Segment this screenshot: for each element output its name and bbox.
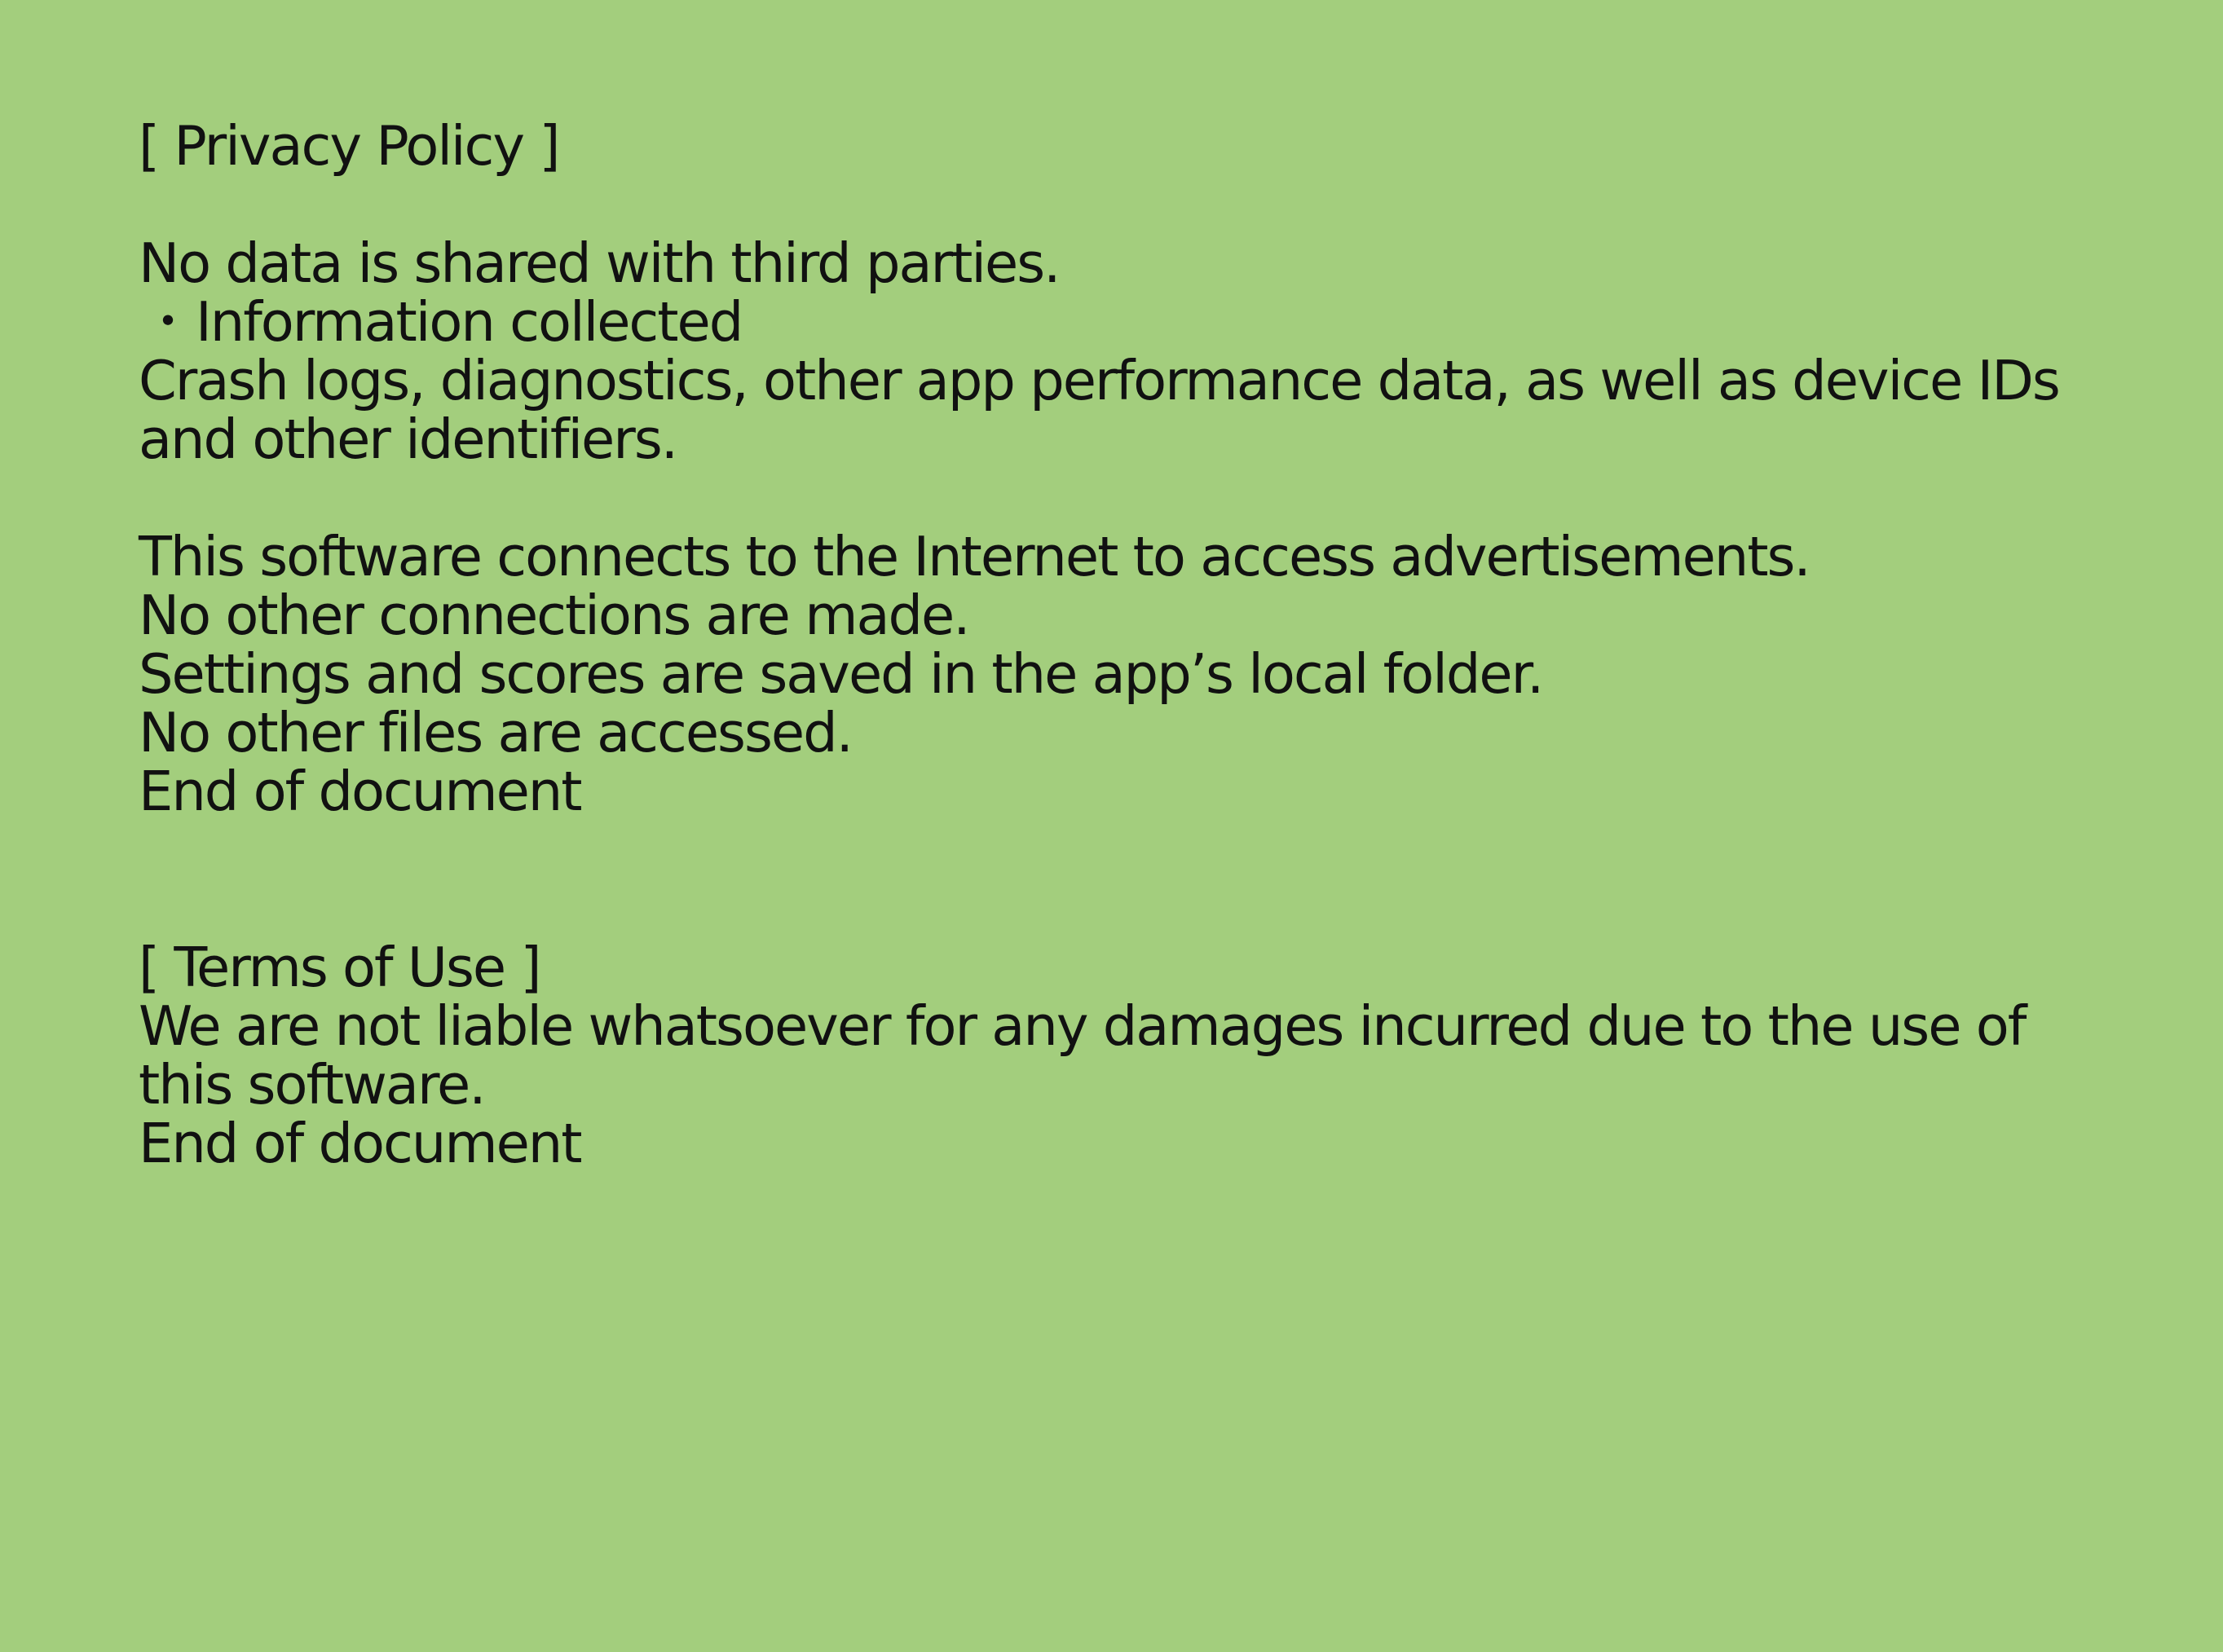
privacy-policy-heading: [ Privacy Policy ]	[139, 114, 559, 178]
terms-end-of-document: End of document	[139, 1112, 581, 1175]
no-sharing-statement: No data is shared with third parties.	[139, 231, 1060, 295]
internet-connection-statement: This software connects to the Internet to access advertisements.	[139, 525, 1810, 588]
info-collected-item	[139, 290, 2223, 354]
privacy-policy-section	[139, 114, 2223, 823]
liability-line-1: We are not liable whatsoever for any damages incurred due to the use of	[139, 994, 2026, 1058]
local-storage-statement: Settings and scores are saved in the app’s local folder.	[139, 642, 1543, 706]
privacy-end-of-document: End of document	[139, 760, 581, 823]
terms-of-use-section	[139, 938, 2223, 1173]
collected-data-line-1: Crash logs, diagnostics, other app performance data, as well as device IDs	[139, 349, 2059, 412]
spacer	[139, 469, 2223, 527]
terms-of-use-heading: [ Terms of Use ]	[139, 936, 540, 999]
liability-line-2: this software.	[139, 1053, 485, 1117]
spacer	[139, 175, 2223, 234]
section-spacer	[139, 821, 2223, 938]
no-other-connections-statement: No other connections are made.	[139, 584, 969, 647]
no-other-files-statement: No other files are accessed.	[139, 701, 852, 764]
bullet-icon: ・	[140, 290, 194, 354]
collected-data-line-2: and other identifiers.	[139, 407, 677, 471]
info-collected-label: Information collected	[196, 290, 743, 354]
